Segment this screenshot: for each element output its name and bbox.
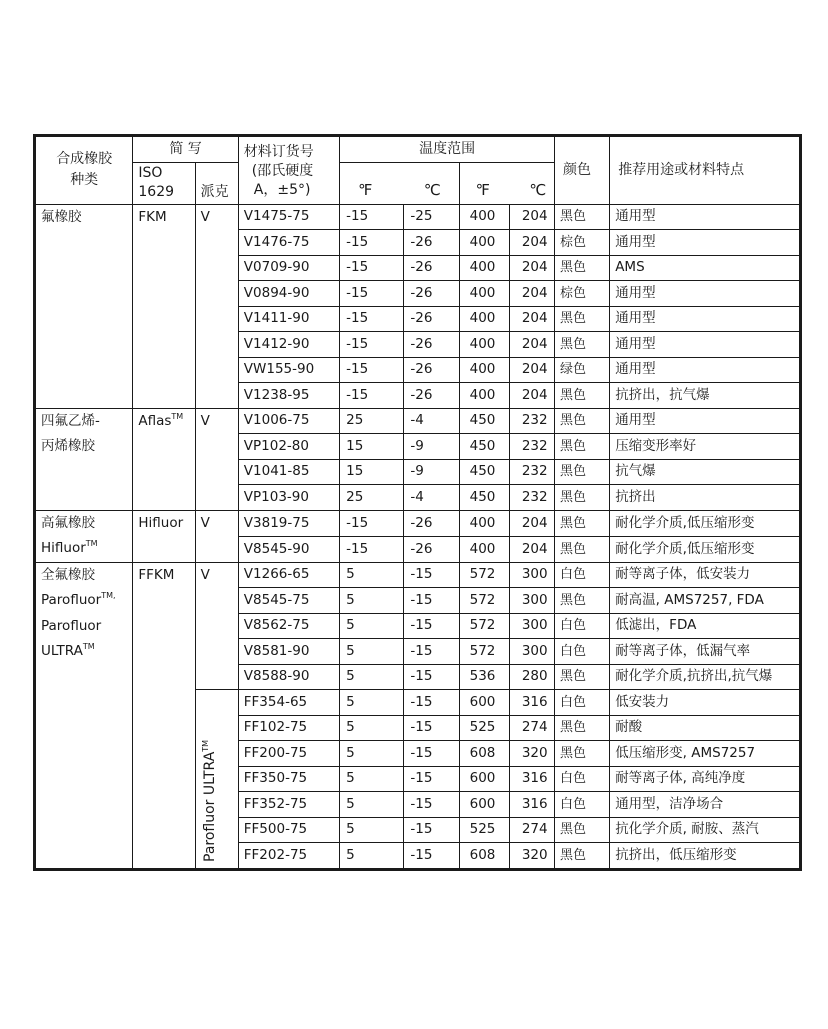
temp-f-max: 450 [459, 434, 509, 460]
temp-c-min: -15 [404, 690, 459, 716]
color-cell: 黑色 [554, 536, 609, 562]
temp-f-min: 5 [340, 766, 404, 792]
color-cell: 棕色 [554, 230, 609, 256]
color-cell: 黑色 [554, 664, 609, 690]
usage-cell: 低滤出，FDA [610, 613, 801, 639]
usage-cell: 耐等离子体，低安装力 [610, 562, 801, 588]
color-cell: 黑色 [554, 306, 609, 332]
temp-f-max: 400 [459, 357, 509, 383]
temp-f-min: -15 [340, 281, 404, 307]
temp-f-min: 5 [340, 639, 404, 665]
temp-f-min: 5 [340, 562, 404, 588]
temp-c-max: 204 [509, 332, 554, 358]
order-number: FF352-75 [238, 792, 339, 818]
header-order-no [238, 136, 339, 205]
table-row [35, 408, 801, 434]
order-number: FF350-75 [238, 766, 339, 792]
trademark-mark: TM [82, 642, 95, 651]
color-cell: 黑色 [554, 817, 609, 843]
header-abbrev: 简 写 [133, 136, 238, 163]
temp-f-min: -15 [340, 510, 404, 536]
temp-f-min: -15 [340, 255, 404, 281]
usage-cell: 耐等离子体，低漏气率 [610, 639, 801, 665]
category-line: Parofluor$^{TM,}$ [41, 591, 116, 608]
temp-f-max: 572 [459, 639, 509, 665]
usage-cell: 低安装力 [610, 690, 801, 716]
temp-f-max: 400 [459, 536, 509, 562]
temp-f-min: -15 [340, 332, 404, 358]
temp-c-max: 232 [509, 434, 554, 460]
parker-cell: V [195, 510, 238, 562]
temp-f-min: 5 [340, 690, 404, 716]
temp-c-max: 300 [509, 639, 554, 665]
order-number: VP103-90 [238, 485, 339, 511]
color-cell: 黑色 [554, 204, 609, 230]
temp-f-min: 5 [340, 741, 404, 767]
category-line: 氟橡胶 [41, 208, 82, 225]
order-number: V1006-75 [238, 408, 339, 434]
temp-f-min: 15 [340, 434, 404, 460]
usage-cell: 抗挤出，低压缩形变 [610, 843, 801, 870]
color-cell: 黑色 [554, 383, 609, 409]
ultra-vertical-label [200, 739, 218, 862]
temp-f-max: 608 [459, 843, 509, 870]
category-line: 全氟橡胶 [41, 566, 95, 583]
header-unit-c-min: ℃ [404, 162, 459, 204]
table-row [35, 510, 801, 536]
temp-c-min: -9 [404, 434, 459, 460]
order-number: FF102-75 [238, 715, 339, 741]
temp-f-min: 5 [340, 792, 404, 818]
order-number: V8588-90 [238, 664, 339, 690]
order-number: V1041-85 [238, 459, 339, 485]
temp-f-max: 525 [459, 715, 509, 741]
temp-c-max: 204 [509, 255, 554, 281]
color-cell: 白色 [554, 639, 609, 665]
category-cell [35, 204, 133, 408]
order-number: V1476-75 [238, 230, 339, 256]
trademark-mark: TM [200, 739, 210, 752]
order-number: V1412-90 [238, 332, 339, 358]
color-cell: 黑色 [554, 588, 609, 614]
category-line: 高氟橡胶 [41, 514, 95, 531]
temp-f-min: 5 [340, 715, 404, 741]
temp-c-min: -26 [404, 281, 459, 307]
temp-c-max: 204 [509, 306, 554, 332]
temp-f-min: 25 [340, 408, 404, 434]
usage-cell: 通用型 [610, 332, 801, 358]
temp-c-max: 316 [509, 690, 554, 716]
temp-f-max: 400 [459, 383, 509, 409]
usage-cell: 通用型 [610, 281, 801, 307]
temp-f-max: 536 [459, 664, 509, 690]
temp-f-max: 600 [459, 690, 509, 716]
temp-f-max: 600 [459, 766, 509, 792]
header-iso [133, 162, 195, 204]
usage-cell: 通用型 [610, 408, 801, 434]
temp-c-max: 204 [509, 204, 554, 230]
temp-f-max: 572 [459, 562, 509, 588]
header-order-line: A，±5°) [253, 182, 311, 198]
temp-f-max: 400 [459, 255, 509, 281]
color-cell: 黑色 [554, 510, 609, 536]
category-cell [35, 562, 133, 869]
order-number: V8581-90 [238, 639, 339, 665]
usage-cell: 耐等离子体, 高纯净度 [610, 766, 801, 792]
order-number: FF200-75 [238, 741, 339, 767]
temp-f-max: 400 [459, 510, 509, 536]
order-number: V1475-75 [238, 204, 339, 230]
order-number: V3819-75 [238, 510, 339, 536]
temp-c-min: -15 [404, 741, 459, 767]
temp-f-max: 450 [459, 408, 509, 434]
color-cell: 黑色 [554, 408, 609, 434]
usage-cell: 通用型 [610, 306, 801, 332]
header-unit-f-min: ℉ [340, 162, 404, 204]
color-cell: 白色 [554, 613, 609, 639]
parker-cell: V [195, 562, 238, 690]
temp-c-min: -9 [404, 459, 459, 485]
color-cell: 黑色 [554, 459, 609, 485]
usage-cell: 耐高温, AMS7257, FDA [610, 588, 801, 614]
temp-c-min: -15 [404, 613, 459, 639]
temp-f-min: 5 [340, 843, 404, 870]
header-iso-line: ISO [138, 165, 163, 181]
temp-f-max: 400 [459, 332, 509, 358]
trademark-mark: TM [171, 411, 184, 421]
order-number: V8562-75 [238, 613, 339, 639]
temp-f-max: 450 [459, 459, 509, 485]
temp-c-min: -26 [404, 357, 459, 383]
order-number: V1266-65 [238, 562, 339, 588]
temp-f-min: 5 [340, 588, 404, 614]
category-line: Hifluor™ [41, 539, 98, 556]
usage-cell: 通用型 [610, 204, 801, 230]
temp-c-max: 204 [509, 536, 554, 562]
header-order-line: (邵氏硬度 [251, 163, 314, 179]
order-number: VW155-90 [238, 357, 339, 383]
usage-cell: 通用型 [610, 230, 801, 256]
temp-c-min: -26 [404, 306, 459, 332]
category-line: Parofluor [41, 617, 102, 634]
temp-c-min: -26 [404, 383, 459, 409]
iso-cell: Hifluor [133, 510, 195, 562]
temp-c-min: -26 [404, 230, 459, 256]
temp-f-min: 15 [340, 459, 404, 485]
header-temp-range: 温度范围 [340, 136, 555, 163]
temp-c-min: -15 [404, 766, 459, 792]
temp-f-max: 572 [459, 588, 509, 614]
temp-f-max: 600 [459, 792, 509, 818]
order-number: VP102-80 [238, 434, 339, 460]
trademark-mark: TM, [101, 591, 116, 600]
header-category-line: 合成橡胶 [56, 151, 113, 168]
table-row [35, 562, 801, 588]
temp-c-max: 320 [509, 843, 554, 870]
ultra-label-text: Parofluor ULTRA [201, 751, 218, 862]
temp-f-max: 400 [459, 306, 509, 332]
usage-cell: 通用型，洁净场合 [610, 792, 801, 818]
temp-f-max: 450 [459, 485, 509, 511]
header-unit-c-max: ℃ [509, 162, 554, 204]
usage-cell: 压缩变形率好 [610, 434, 801, 460]
temp-c-min: -15 [404, 843, 459, 870]
temp-c-min: -15 [404, 588, 459, 614]
order-number: FF500-75 [238, 817, 339, 843]
temp-f-min: 5 [340, 664, 404, 690]
header-order-line: 材料订货号 [243, 144, 314, 160]
temp-f-min: 5 [340, 613, 404, 639]
temp-f-max: 572 [459, 613, 509, 639]
parker-ultra-cell [195, 690, 238, 870]
color-cell: 白色 [554, 792, 609, 818]
header-category [35, 136, 133, 205]
temp-c-min: -4 [404, 485, 459, 511]
usage-cell: 低压缩形变, AMS7257 [610, 741, 801, 767]
temp-f-min: -15 [340, 536, 404, 562]
color-cell: 绿色 [554, 357, 609, 383]
temp-c-max: 300 [509, 562, 554, 588]
header-color: 颜色 [554, 136, 609, 205]
parker-cell: V [195, 408, 238, 510]
temp-c-min: -15 [404, 817, 459, 843]
color-cell: 白色 [554, 690, 609, 716]
temp-f-max: 525 [459, 817, 509, 843]
iso-cell: FKM [133, 204, 195, 408]
temp-c-min: -15 [404, 715, 459, 741]
temp-f-max: 400 [459, 281, 509, 307]
temp-c-min: -4 [404, 408, 459, 434]
color-cell: 黑色 [554, 332, 609, 358]
order-number: V8545-90 [238, 536, 339, 562]
category-line: 四氟乙烯- [41, 412, 100, 429]
table-body [35, 204, 801, 869]
header-unit-f-max: ℉ [459, 162, 509, 204]
temp-c-max: 274 [509, 817, 554, 843]
usage-cell: 耐化学介质,低压缩形变 [610, 536, 801, 562]
iso-cell: FFKM [133, 562, 195, 869]
header-category-line: 种类 [70, 172, 99, 189]
temp-c-max: 274 [509, 715, 554, 741]
color-cell: 白色 [554, 766, 609, 792]
temp-c-max: 204 [509, 510, 554, 536]
materials-table [33, 134, 802, 871]
header-iso-line: 1629 [138, 184, 175, 200]
temp-c-min: -15 [404, 562, 459, 588]
temp-c-max: 300 [509, 588, 554, 614]
color-cell: 黑色 [554, 843, 609, 870]
temp-f-max: 608 [459, 741, 509, 767]
temp-c-max: 316 [509, 792, 554, 818]
category-line: 丙烯橡胶 [41, 438, 95, 454]
parker-cell: V [195, 204, 238, 408]
usage-cell: 抗气爆 [610, 459, 801, 485]
temp-f-min: -15 [340, 383, 404, 409]
header-parker: 派克 [195, 162, 238, 204]
color-cell: 白色 [554, 562, 609, 588]
color-cell: 黑色 [554, 741, 609, 767]
temp-c-max: 280 [509, 664, 554, 690]
color-cell: 黑色 [554, 434, 609, 460]
usage-cell: 抗挤出 [610, 485, 801, 511]
temp-f-max: 400 [459, 230, 509, 256]
temp-c-min: -25 [404, 204, 459, 230]
order-number: V8545-75 [238, 588, 339, 614]
temp-c-max: 204 [509, 357, 554, 383]
temp-c-min: -15 [404, 792, 459, 818]
table-row [35, 204, 801, 230]
temp-c-min: -15 [404, 664, 459, 690]
temp-c-max: 204 [509, 383, 554, 409]
category-cell [35, 510, 133, 562]
color-cell: 黑色 [554, 485, 609, 511]
temp-f-min: -15 [340, 230, 404, 256]
temp-c-min: -26 [404, 255, 459, 281]
usage-cell: AMS [610, 255, 801, 281]
trademark-mark: TM [85, 539, 98, 548]
temp-c-max: 300 [509, 613, 554, 639]
usage-cell: 耐化学介质,低压缩形变 [610, 510, 801, 536]
category-cell [35, 408, 133, 510]
temp-c-max: 204 [509, 281, 554, 307]
temp-c-max: 232 [509, 408, 554, 434]
temp-f-min: 5 [340, 817, 404, 843]
temp-f-max: 400 [459, 204, 509, 230]
temp-f-min: -15 [340, 306, 404, 332]
temp-c-max: 232 [509, 459, 554, 485]
temp-c-min: -26 [404, 536, 459, 562]
temp-c-max: 232 [509, 485, 554, 511]
temp-c-min: -26 [404, 510, 459, 536]
usage-cell: 耐酸 [610, 715, 801, 741]
order-number: FF202-75 [238, 843, 339, 870]
temp-c-max: 316 [509, 766, 554, 792]
header-usage: 推荐用途或材料特点 [610, 136, 801, 205]
temp-f-min: -15 [340, 204, 404, 230]
color-cell: 黑色 [554, 715, 609, 741]
usage-cell: 抗化学介质, 耐胺、蒸汽 [610, 817, 801, 843]
temp-c-max: 204 [509, 230, 554, 256]
temp-c-min: -26 [404, 332, 459, 358]
color-cell: 黑色 [554, 255, 609, 281]
order-number: V1411-90 [238, 306, 339, 332]
category-line: ULTRA™ [41, 642, 95, 659]
usage-cell: 通用型 [610, 357, 801, 383]
temp-c-min: -15 [404, 639, 459, 665]
temp-c-max: 320 [509, 741, 554, 767]
order-number: FF354-65 [238, 690, 339, 716]
order-number: V0894-90 [238, 281, 339, 307]
temp-f-min: 25 [340, 485, 404, 511]
usage-cell: 耐化学介质,抗挤出,抗气爆 [610, 664, 801, 690]
order-number: V1238-95 [238, 383, 339, 409]
order-number: V0709-90 [238, 255, 339, 281]
temp-f-min: -15 [340, 357, 404, 383]
usage-cell: 抗挤出，抗气爆 [610, 383, 801, 409]
iso-cell: Aflas™ [133, 408, 195, 510]
color-cell: 棕色 [554, 281, 609, 307]
